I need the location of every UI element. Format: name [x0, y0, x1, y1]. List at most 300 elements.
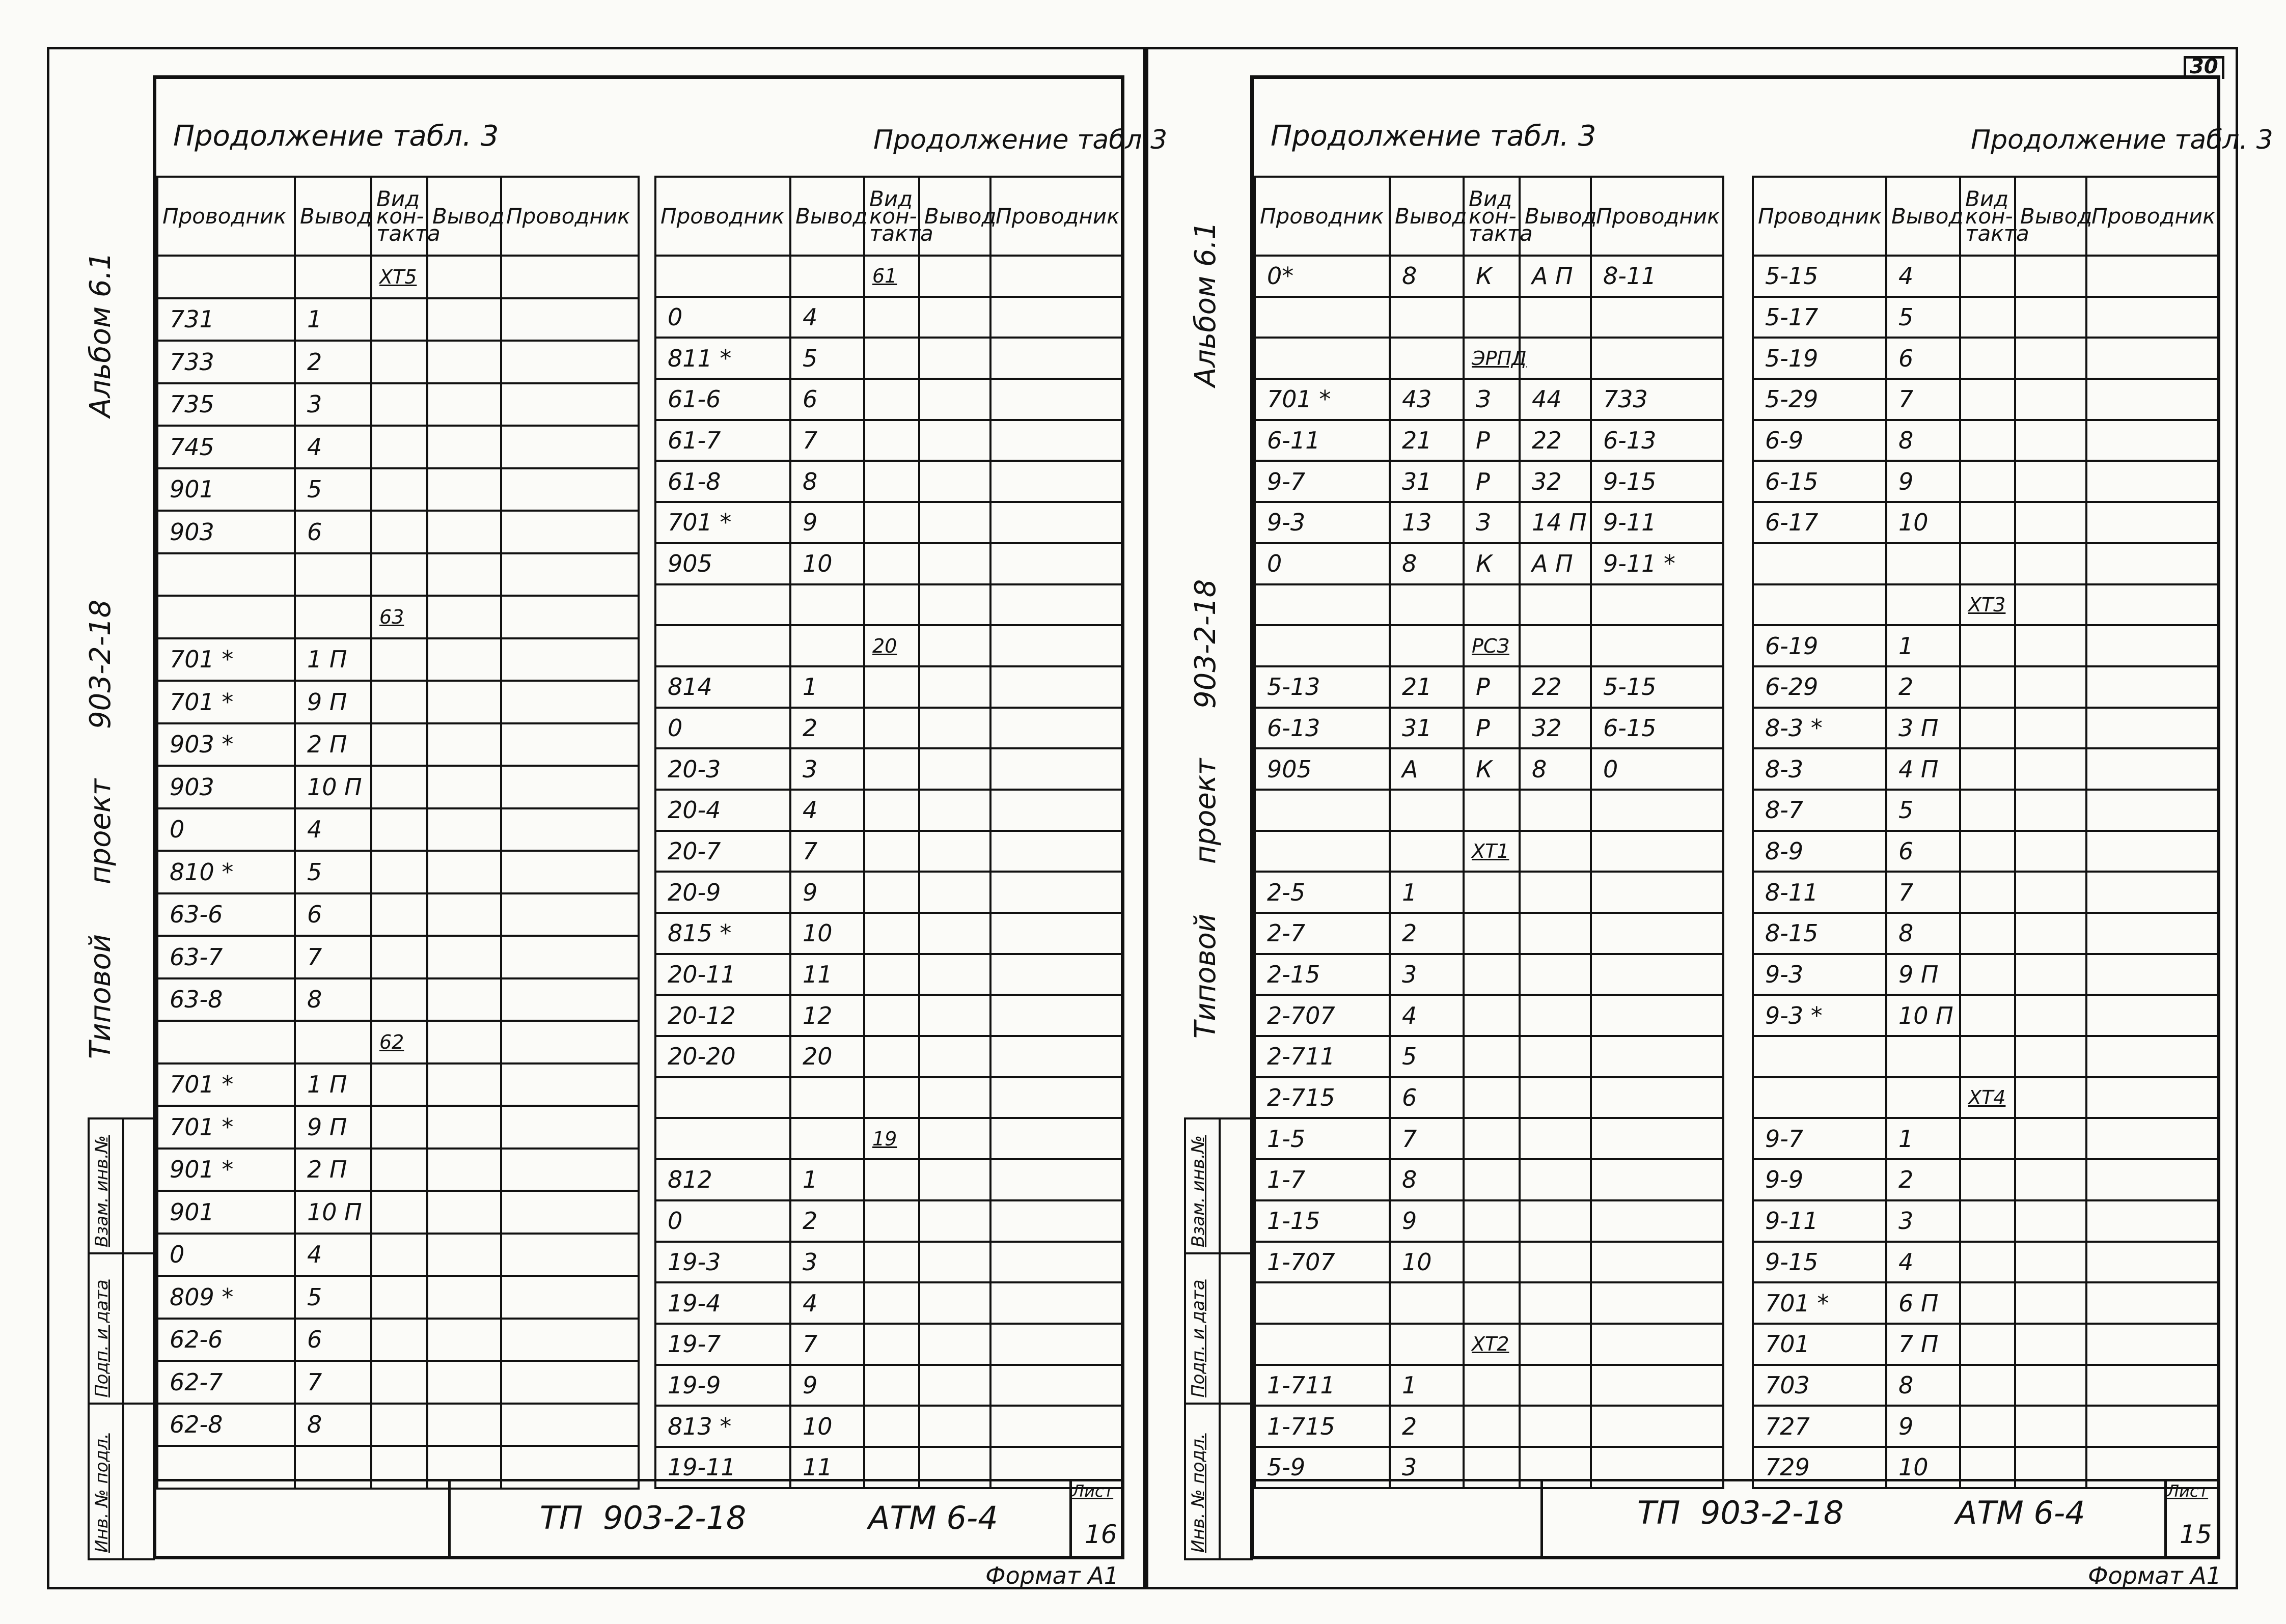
table-row — [1255, 831, 1723, 872]
table-cell — [2086, 1159, 2219, 1200]
table-cell — [501, 383, 639, 426]
table-cell: 8 — [1886, 913, 1960, 954]
table-row — [157, 426, 639, 468]
table-cell — [990, 1077, 1123, 1118]
side-divider — [88, 1403, 155, 1405]
table-cell — [864, 1324, 919, 1365]
table-cell: А П — [1520, 256, 1591, 297]
table-cell: 19-11 — [655, 1447, 790, 1488]
table-cell: 2 — [1390, 913, 1464, 954]
header-terminal: Вывод — [427, 177, 501, 256]
table-cell — [2086, 1282, 2219, 1324]
table-cell: 701 * — [157, 1106, 295, 1149]
table-cell — [864, 297, 919, 338]
table-row — [1255, 338, 1723, 379]
table-cell — [1753, 543, 1886, 584]
table-cell: 0 — [1255, 543, 1390, 584]
table-cell — [1520, 995, 1591, 1036]
table-cell: 4 — [1886, 256, 1960, 297]
table-row — [1255, 1282, 1723, 1324]
table-cell: 3 — [295, 383, 371, 426]
table-cell: 9 П — [295, 681, 371, 723]
table-cell — [1960, 1159, 2015, 1200]
table-cell — [371, 1149, 427, 1191]
table-cell: 31 — [1390, 708, 1464, 749]
table-cell — [864, 1282, 919, 1324]
table-cell — [1960, 461, 2015, 502]
table-row — [1255, 708, 1723, 749]
terminal-block-label: XT2 — [1464, 1324, 1520, 1365]
table-cell — [919, 1406, 990, 1447]
table-cell — [2015, 1365, 2086, 1406]
terminal-block-label: 20 — [864, 625, 919, 666]
table-cell: 6-13 — [1591, 420, 1723, 461]
table-cell — [864, 461, 919, 502]
table-cell: 731 — [157, 298, 295, 341]
header-conductor: Проводник — [501, 177, 639, 256]
table-cell — [1520, 1406, 1591, 1447]
table-cell — [2015, 790, 2086, 831]
table-cell: 7 — [295, 1361, 371, 1404]
table-cell: А — [1390, 748, 1464, 790]
table-cell — [864, 790, 919, 831]
left-connection-table-2 — [654, 176, 1124, 1489]
table-cell: 4 — [295, 426, 371, 468]
table-row — [655, 666, 1123, 708]
table-cell: 1 — [790, 666, 864, 708]
table-cell: 21 — [1390, 420, 1464, 461]
table-row — [655, 461, 1123, 502]
table-cell — [1255, 338, 1390, 379]
table-cell — [990, 831, 1123, 872]
table-cell — [990, 1365, 1123, 1406]
table-cell — [1390, 625, 1464, 666]
table-cell: 2 — [790, 1200, 864, 1242]
table-row — [1753, 1077, 2219, 1118]
table-row — [1753, 790, 2219, 831]
table-cell — [295, 553, 371, 596]
table-cell — [501, 426, 639, 468]
table-cell: 9-11 — [1753, 1200, 1886, 1242]
table-cell — [1591, 584, 1723, 626]
table-cell: 0 — [157, 1234, 295, 1276]
table-cell — [501, 851, 639, 893]
left-connection-table-1 — [156, 176, 640, 1490]
header-conductor: Проводник — [1591, 177, 1723, 256]
table-cell — [427, 596, 501, 638]
table-cell — [427, 978, 501, 1021]
table-cell: 903 — [157, 766, 295, 808]
table-cell — [2086, 1324, 2219, 1365]
table-cell: 9-3 * — [1753, 995, 1886, 1036]
table-cell — [427, 1106, 501, 1149]
header-terminal: Вывод — [1390, 177, 1464, 256]
table-cell — [1390, 584, 1464, 626]
table-cell: 10 — [1390, 1242, 1464, 1283]
table-cell — [1591, 1365, 1723, 1406]
table-cell: 9 П — [1886, 954, 1960, 995]
table-cell — [371, 383, 427, 426]
table-cell — [501, 808, 639, 851]
table-cell — [157, 256, 295, 298]
header-terminal: Вывод — [1886, 177, 1960, 256]
table-cell — [2086, 1365, 2219, 1406]
table-cell: 19-7 — [655, 1324, 790, 1365]
table-cell — [1520, 1077, 1591, 1118]
table-cell — [1520, 913, 1591, 954]
table-cell — [919, 1282, 990, 1324]
table-cell — [1464, 1200, 1520, 1242]
table-cell — [864, 831, 919, 872]
table-cell — [427, 851, 501, 893]
table-cell — [864, 1242, 919, 1283]
table-cell — [501, 766, 639, 808]
table-cell — [1591, 954, 1723, 995]
table-cell: 812 — [655, 1159, 790, 1200]
table-cell — [990, 1242, 1123, 1283]
table-cell: 20-7 — [655, 831, 790, 872]
table-cell — [2015, 1200, 2086, 1242]
table-cell — [371, 893, 427, 936]
table-cell: 9 — [790, 872, 864, 913]
table-cell: 903 * — [157, 723, 295, 766]
table-row — [157, 681, 639, 723]
table-cell — [990, 913, 1123, 954]
table-cell: 5 — [790, 338, 864, 379]
table-row — [157, 1106, 639, 1149]
table-cell — [1390, 297, 1464, 338]
table-cell — [427, 723, 501, 766]
table-cell: 701 * — [157, 1063, 295, 1106]
header-terminal: Вывод — [2015, 177, 2086, 256]
table-row — [1255, 790, 1723, 831]
table-row — [655, 748, 1123, 790]
header-conductor: Проводник — [655, 177, 790, 256]
table-cell — [2015, 913, 2086, 954]
table-cell — [990, 543, 1123, 584]
table-cell — [2015, 666, 2086, 708]
table-cell — [919, 666, 990, 708]
table-cell — [427, 1404, 501, 1446]
table-cell — [864, 1365, 919, 1406]
table-cell: 6 — [295, 511, 371, 553]
table-cell — [295, 596, 371, 638]
table-cell — [1960, 543, 2015, 584]
table-row — [655, 995, 1123, 1036]
table-cell: 11 — [790, 1447, 864, 1488]
table-cell — [1255, 1324, 1390, 1365]
table-cell — [2086, 1077, 2219, 1118]
table-cell: 1 П — [295, 638, 371, 681]
table-cell: 729 — [1753, 1447, 1886, 1488]
table-cell: 8-9 — [1753, 831, 1886, 872]
table-cell: 2-707 — [1255, 995, 1390, 1036]
table-cell: 5 — [1886, 790, 1960, 831]
table-cell — [1960, 708, 2015, 749]
header-contact-type: Вид кон-такта — [1960, 177, 2015, 256]
table-cell: 1-715 — [1255, 1406, 1390, 1447]
table-cell: 6 — [295, 1319, 371, 1361]
table-row — [157, 766, 639, 808]
table-row — [1753, 379, 2219, 420]
table-cell — [990, 872, 1123, 913]
table-cell — [1591, 1324, 1723, 1365]
table-cell — [501, 256, 639, 298]
table-cell — [1464, 297, 1520, 338]
table-cell — [501, 1191, 639, 1234]
table-cell: 8-7 — [1753, 790, 1886, 831]
header-conductor: Проводник — [157, 177, 295, 256]
table-cell: 7 — [790, 831, 864, 872]
table-cell — [2086, 379, 2219, 420]
table-cell — [2086, 831, 2219, 872]
table-cell: 5-29 — [1753, 379, 1886, 420]
table-cell — [2015, 502, 2086, 543]
table-cell: 5 — [1390, 1036, 1464, 1077]
table-cell: 2 П — [295, 723, 371, 766]
table-cell: 701 * — [157, 681, 295, 723]
table-cell: 905 — [655, 543, 790, 584]
table-cell — [2086, 256, 2219, 297]
table-cell — [1464, 1159, 1520, 1200]
table-cell: 813 * — [655, 1406, 790, 1447]
table-cell: 1 — [1390, 1365, 1464, 1406]
table-cell — [1753, 584, 1886, 626]
table-cell: 14 П — [1520, 502, 1591, 543]
right-project-label: Типовой проект 903-2-18 — [1189, 579, 1222, 1039]
table-cell — [371, 1276, 427, 1319]
table-cell — [295, 256, 371, 298]
table-cell: 8-3 * — [1753, 708, 1886, 749]
table-row — [1753, 338, 2219, 379]
table-cell: 1-7 — [1255, 1159, 1390, 1200]
table-row — [157, 511, 639, 553]
table-row — [1753, 1282, 2219, 1324]
table-cell: 62-6 — [157, 1319, 295, 1361]
table-cell — [371, 851, 427, 893]
table-cell — [2015, 1077, 2086, 1118]
table-cell — [790, 1118, 864, 1159]
table-cell: 1-15 — [1255, 1200, 1390, 1242]
table-cell: 61-7 — [655, 420, 790, 461]
table-cell — [1464, 1406, 1520, 1447]
table-cell — [1960, 1200, 2015, 1242]
table-row — [157, 638, 639, 681]
table-cell — [990, 1282, 1123, 1324]
right-album-label: Альбом 6.1 — [1189, 221, 1222, 387]
table-cell — [1960, 379, 2015, 420]
table-cell — [1960, 297, 2015, 338]
table-cell — [2086, 708, 2219, 749]
table-row — [655, 297, 1123, 338]
table-cell — [2086, 1242, 2219, 1283]
table-cell — [371, 681, 427, 723]
table-cell — [864, 872, 919, 913]
table-row — [1753, 748, 2219, 790]
table-row — [1753, 708, 2219, 749]
table-cell — [1591, 1036, 1723, 1077]
table-cell: 6-15 — [1753, 461, 1886, 502]
table-cell — [1960, 1406, 2015, 1447]
table-cell — [427, 681, 501, 723]
table-cell — [1464, 584, 1520, 626]
table-row — [1255, 1324, 1723, 1365]
table-cell — [2015, 297, 2086, 338]
table-cell — [1753, 1077, 1886, 1118]
table-cell: 9-15 — [1591, 461, 1723, 502]
header-conductor: Проводник — [1255, 177, 1390, 256]
table-cell — [2015, 1242, 2086, 1283]
table-cell — [864, 1200, 919, 1242]
table-row — [1255, 666, 1723, 708]
table-cell: 701 * — [157, 638, 295, 681]
table-row — [1255, 1200, 1723, 1242]
table-cell — [1464, 790, 1520, 831]
left-project-label: Типовой проект 903-2-18 — [84, 599, 117, 1059]
table-cell: 44 — [1520, 379, 1591, 420]
table-cell: 2-715 — [1255, 1077, 1390, 1118]
table-cell — [1520, 1365, 1591, 1406]
table-cell — [1520, 625, 1591, 666]
table-row — [1255, 584, 1723, 626]
table-cell — [864, 543, 919, 584]
table-cell: 0* — [1255, 256, 1390, 297]
table-cell — [919, 748, 990, 790]
table-row — [1753, 872, 2219, 913]
table-cell — [427, 1191, 501, 1234]
table-cell — [501, 1063, 639, 1106]
table-cell — [1520, 1159, 1591, 1200]
table-cell — [371, 1063, 427, 1106]
table-cell — [1886, 1077, 1960, 1118]
table-cell: 2-15 — [1255, 954, 1390, 995]
table-cell: 1-5 — [1255, 1118, 1390, 1159]
table-cell: 62-7 — [157, 1361, 295, 1404]
table-cell — [501, 1404, 639, 1446]
table-cell — [1960, 748, 2015, 790]
table-row — [655, 1118, 1123, 1159]
table-cell — [371, 978, 427, 1021]
table-cell: 22 — [1520, 420, 1591, 461]
table-row — [1255, 502, 1723, 543]
table-cell — [1591, 1118, 1723, 1159]
table-cell: 1 П — [295, 1063, 371, 1106]
table-row — [1255, 297, 1723, 338]
table-cell: 3 П — [1886, 708, 1960, 749]
table-cell — [501, 681, 639, 723]
table-cell: 0 — [655, 708, 790, 749]
table-cell: 727 — [1753, 1406, 1886, 1447]
left-table1-caption: Продолжение табл. 3 — [173, 120, 499, 153]
table-cell: 62-8 — [157, 1404, 295, 1446]
table-cell — [990, 1406, 1123, 1447]
table-cell: 20-11 — [655, 954, 790, 995]
table-cell: 2 — [1886, 666, 1960, 708]
table-row — [1255, 543, 1723, 584]
table-cell — [501, 893, 639, 936]
table-cell: 9-9 — [1753, 1159, 1886, 1200]
table-cell — [990, 502, 1123, 543]
table-cell: 6 — [1886, 338, 1960, 379]
table-cell — [427, 1276, 501, 1319]
terminal-block-label: XT5 — [371, 256, 427, 298]
table-cell — [501, 1361, 639, 1404]
right-sheet-number: 15 — [2180, 1520, 2212, 1549]
table-cell — [1960, 954, 2015, 995]
table-row — [1255, 748, 1723, 790]
side-label-replacement: Взам. инв.№ — [92, 1135, 112, 1247]
table-cell: 63-8 — [157, 978, 295, 1021]
table-cell: 10 — [790, 913, 864, 954]
table-cell — [2015, 954, 2086, 995]
table-cell: 1 — [1886, 1118, 1960, 1159]
table-cell — [501, 553, 639, 596]
table-cell — [2086, 502, 2219, 543]
table-cell: 9 — [790, 1365, 864, 1406]
table-cell — [990, 790, 1123, 831]
table-cell: 3 — [790, 1242, 864, 1283]
table-cell — [919, 1242, 990, 1283]
table-cell — [990, 748, 1123, 790]
table-cell — [2015, 625, 2086, 666]
table-cell — [1960, 666, 2015, 708]
table-cell — [919, 1159, 990, 1200]
table-cell: 21 — [1390, 666, 1464, 708]
table-cell — [2015, 748, 2086, 790]
table-cell — [2015, 420, 2086, 461]
table-cell — [655, 584, 790, 626]
table-cell — [2086, 584, 2219, 626]
table-cell — [371, 723, 427, 766]
table-cell: 2 — [295, 341, 371, 383]
side-label-inventory: Инв. № подл. — [92, 1433, 112, 1553]
table-row — [1255, 1077, 1723, 1118]
table-cell: 8 — [295, 1404, 371, 1446]
table-cell: Р — [1464, 666, 1520, 708]
table-cell: К — [1464, 748, 1520, 790]
table-cell — [919, 584, 990, 626]
table-cell: 9 — [1390, 1200, 1464, 1242]
table-cell: 6 П — [1886, 1282, 1960, 1324]
table-cell: 43 — [1390, 379, 1464, 420]
right-table2-caption: Продолжение табл. 3 — [1971, 125, 2273, 155]
table-cell: 11 — [790, 954, 864, 995]
table-cell — [919, 831, 990, 872]
table-cell: 7 — [1886, 379, 1960, 420]
table-cell — [1960, 913, 2015, 954]
table-cell: 701 — [1753, 1324, 1886, 1365]
table-cell — [2015, 584, 2086, 626]
table-row — [1255, 1159, 1723, 1200]
table-cell — [990, 1324, 1123, 1365]
table-cell — [919, 338, 990, 379]
table-cell — [1464, 995, 1520, 1036]
table-cell: 5-15 — [1591, 666, 1723, 708]
table-row — [1255, 913, 1723, 954]
table-cell: 7 — [1390, 1118, 1464, 1159]
table-cell: 701 * — [1255, 379, 1390, 420]
table-row — [157, 893, 639, 936]
table-cell: З — [1464, 502, 1520, 543]
side-label-replacement: Взам. инв.№ — [1188, 1135, 1208, 1247]
table-cell — [427, 893, 501, 936]
table-cell: 3 — [1390, 954, 1464, 995]
table-cell — [790, 625, 864, 666]
table-cell — [1960, 1324, 2015, 1365]
table-cell — [2086, 954, 2219, 995]
table-cell: 905 — [1255, 748, 1390, 790]
table-cell — [919, 1118, 990, 1159]
